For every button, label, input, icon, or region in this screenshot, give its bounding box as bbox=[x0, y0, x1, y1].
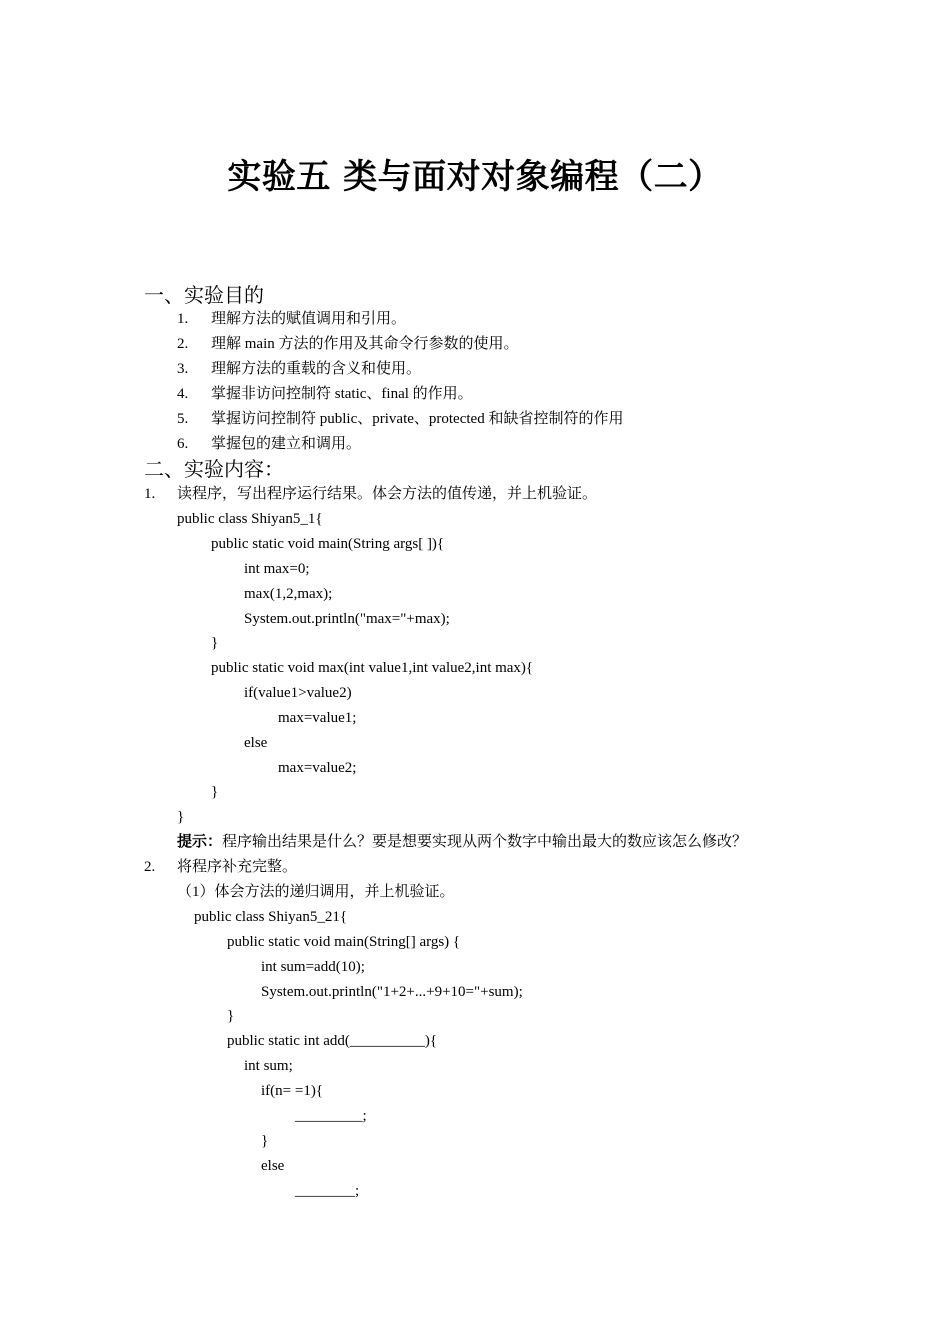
section-heading-objectives: 一、实验目的 bbox=[144, 283, 264, 307]
code-line: else bbox=[261, 1158, 285, 1174]
code-line: if(value1>value2) bbox=[244, 685, 352, 701]
code-line: public static void main(String args[ ]){ bbox=[211, 536, 445, 552]
list-item: 理解方法的赋值调用和引用。 bbox=[211, 311, 407, 327]
hint-line bbox=[177, 831, 747, 853]
code-line: } bbox=[177, 809, 185, 825]
code-line: System.out.println("max="+max); bbox=[244, 611, 450, 627]
code-line: public class Shiyan5_21{ bbox=[194, 909, 348, 925]
list-number: 2. bbox=[177, 336, 189, 352]
code-line: System.out.println("1+2+...+9+10="+sum); bbox=[261, 984, 523, 1000]
code-line: } bbox=[211, 784, 219, 800]
hint-text: 程序输出结果是什么？要是想要实现从两个数字中输出最大的数应该怎么修改？ bbox=[222, 834, 748, 850]
list-number: 6. bbox=[177, 436, 189, 452]
list-number: 1. bbox=[177, 311, 189, 327]
code-line: max=value1; bbox=[278, 710, 357, 726]
code-line: max=value2; bbox=[278, 760, 357, 776]
code-line: max(1,2,max); bbox=[244, 586, 333, 602]
code-line: int sum=add(10); bbox=[261, 959, 365, 975]
list-number: 5. bbox=[177, 411, 189, 427]
task-number: 1. bbox=[144, 486, 156, 502]
section-heading-content: 二、实验内容： bbox=[144, 457, 284, 481]
code-line: _________; bbox=[295, 1108, 367, 1124]
code-line: public static void max(int value1,int value2,int max){ bbox=[211, 660, 534, 676]
code-line: if(n= =1){ bbox=[261, 1083, 324, 1099]
list-number: 3. bbox=[177, 361, 189, 377]
list-item: 掌握包的建立和调用。 bbox=[211, 436, 362, 452]
code-line: public class Shiyan5_1{ bbox=[177, 511, 323, 527]
list-item: 理解 main 方法的作用及其命令行参数的使用。 bbox=[211, 336, 519, 352]
subtask-description: （1）体会方法的递归调用，并上机验证。 bbox=[177, 884, 455, 900]
list-number: 4. bbox=[177, 386, 189, 402]
code-line: int sum; bbox=[244, 1058, 293, 1074]
page-title: 实验五 类与面对对象编程（二） bbox=[227, 157, 723, 197]
code-line: ________; bbox=[295, 1183, 360, 1199]
code-line: else bbox=[244, 735, 268, 751]
task-description: 读程序，写出程序运行结果。体会方法的值传递，并上机验证。 bbox=[177, 486, 598, 502]
list-item: 理解方法的重载的含义和使用。 bbox=[211, 361, 422, 377]
code-line: } bbox=[261, 1133, 269, 1149]
code-line: public static int add(__________){ bbox=[227, 1033, 438, 1049]
task-number: 2. bbox=[144, 859, 156, 875]
task-description: 将程序补充完整。 bbox=[177, 859, 298, 875]
code-line: int max=0; bbox=[244, 561, 310, 577]
list-item: 掌握访问控制符 public、private、protected 和缺省控制符的作用 bbox=[211, 411, 624, 427]
code-line: } bbox=[227, 1008, 235, 1024]
code-line: public static void main(String[] args) { bbox=[227, 934, 461, 950]
code-line: } bbox=[211, 635, 219, 651]
hint-label: 提示： bbox=[177, 834, 223, 850]
list-item: 掌握非访问控制符 static、final 的作用。 bbox=[211, 386, 473, 402]
